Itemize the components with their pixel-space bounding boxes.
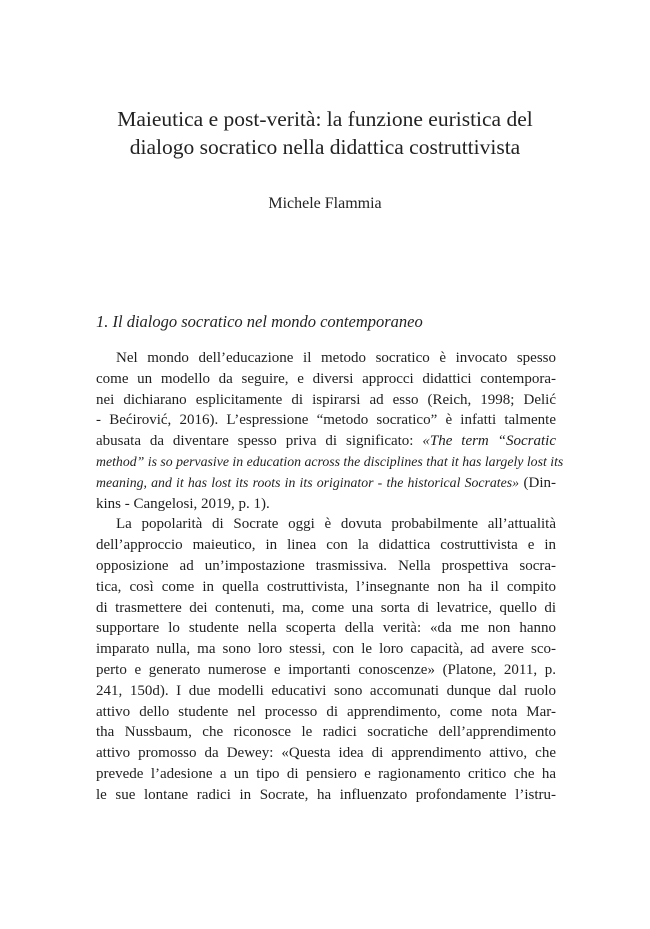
quotation-line: method” is so pervasive in education across the disciplines that it has largely lost its <box>96 453 564 469</box>
paragraph-1-line: - Bećirović, 2016). L’espressione “metodo socratico” è infatti talmente <box>96 412 556 429</box>
paragraph-1-line <box>96 431 556 452</box>
paragraph-2-line: prevede l’adesione a un tipo di pensiero e ragionamento critico che ha <box>96 765 556 782</box>
paragraph-2-line: attivo dello studente nel processo di apprendimento, come nota Mar- <box>96 703 556 720</box>
paragraph-2-line: tha Nussbaum, che riconosce le radici socratiche dell’apprendimento <box>96 724 556 741</box>
paragraph-2-line: supportare lo studente nella scoperta della verità: «da me non hanno <box>96 620 556 637</box>
body-text <box>96 348 564 806</box>
paragraph-2-line: opposizione ad un’impostazione trasmissiva. Nella prospettiva socra- <box>96 557 556 574</box>
paragraph-2-line: attivo promosso da Dewey: «Questa idea di apprendimento attivo, che <box>96 745 556 762</box>
citation-text: (Din- <box>519 474 556 491</box>
paragraph-2-line: dell’approccio maieutico, in linea con la didattica costruttivista e in <box>96 537 556 554</box>
quotation-text: «The term “Socratic <box>422 433 556 450</box>
paragraph-2-line: perto e generato numerose e importanti conoscenze» (Platone, 2011, p. <box>96 661 556 678</box>
paragraph-2-line: La popolarità di Socrate oggi è dovuta probabilmente all’attualità <box>116 516 556 533</box>
section-heading: 1. Il dialogo socratico nel mondo contemporaneo <box>96 312 423 331</box>
paragraph-2-line: le sue lontane radici in Socrate, ha influenzato profondamente l’istru- <box>96 786 556 803</box>
title-line-1: Maieutica e post-verità: la funzione euristica del <box>117 107 533 131</box>
paragraph-1-line: nei dichiarano esplicitamente di ispirarsi ad esso (Reich, 1998; Delić <box>96 391 556 408</box>
title-line-2: dialogo socratico nella didattica costruttivista <box>129 135 521 159</box>
paragraph-2-line: tica, così come in quella costruttivista, l’insegnante non ha il compito <box>96 578 556 595</box>
plain-text: abusata da diventare spesso priva di significato: <box>96 433 423 450</box>
paragraph-2-line: imparato nulla, ma sono loro stessi, con le loro capacità, ad avere sco- <box>96 641 556 658</box>
paragraph-1-line: kins - Cangelosi, 2019, p. 1). <box>96 495 270 512</box>
paragraph-1-line: Nel mondo dell’educazione il metodo socratico è invocato spesso <box>116 350 556 366</box>
paragraph-2-line: 241, 150d). I due modelli educativi sono accomunati dunque dal ruolo <box>96 682 556 699</box>
paragraph-1-line <box>96 473 556 494</box>
paragraph-2-line: di trasmettere dei contenuti, ma, come una sorta di levatrice, quello di <box>96 599 556 616</box>
article-title <box>60 105 590 161</box>
quotation-text: meaning, and it has lost its roots in its originator - the historical Socrates» <box>96 474 519 490</box>
paragraph-1-line: come un modello da seguire, e diversi approcci didattici contempora- <box>96 370 556 387</box>
author-name: Michele Flammia <box>268 195 382 212</box>
